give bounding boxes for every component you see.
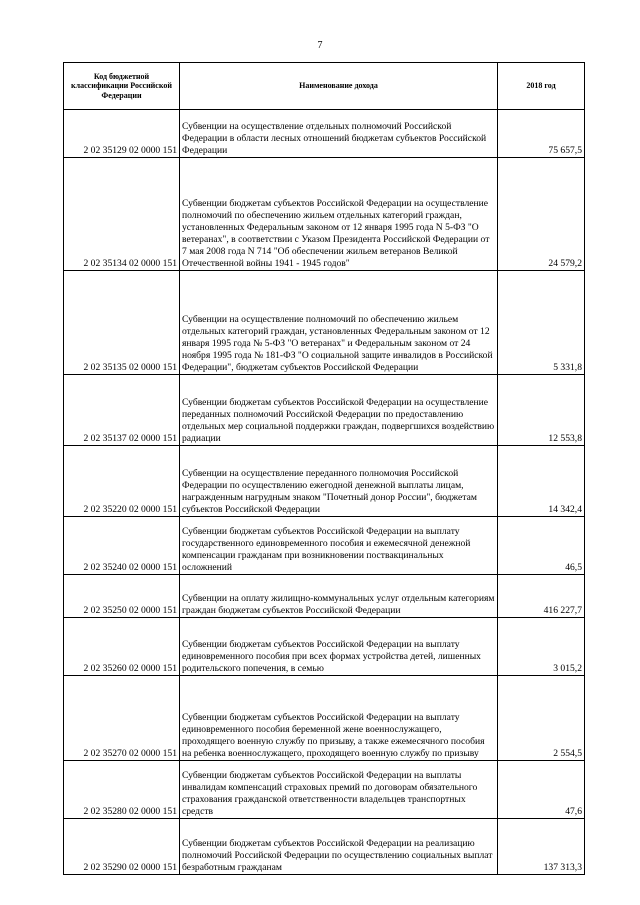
row-code: 2 02 35129 02 0000 151 — [64, 110, 180, 158]
table-row — [64, 517, 585, 575]
row-name: Субвенции бюджетам субъектов Российской Федерации на выплаты инвалидам компенсаций страховых премий по договорам обязательного страхования гражданской ответственности владельцев транспортных средств — [180, 761, 498, 819]
row-value: 46,5 — [498, 517, 585, 575]
row-value: 5 331,8 — [498, 271, 585, 375]
revenue-table — [63, 62, 585, 875]
row-name: Субвенции на осуществление полномочий по обеспечению жильем отдельных категорий граждан, установленных Федеральным законом от 12 января 1995 года № 5-ФЗ "О ветеранах" и Федеральным законом от 24 ноября 1995 года № 181-ФЗ "О социальной защите инвалидов в Российской Федерации", бюджетам субъектов Российской Федерации — [180, 271, 498, 375]
header-name: Наименование дохода — [180, 63, 498, 110]
table-row — [64, 271, 585, 375]
row-code: 2 02 35137 02 0000 151 — [64, 375, 180, 446]
row-code: 2 02 35270 02 0000 151 — [64, 676, 180, 761]
table-row — [64, 110, 585, 158]
row-code: 2 02 35240 02 0000 151 — [64, 517, 180, 575]
table-row — [64, 761, 585, 819]
row-code: 2 02 35135 02 0000 151 — [64, 271, 180, 375]
row-name: Субвенции бюджетам субъектов Российской Федерации на осуществление переданных полномочий Российской Федерации по предоставлению отдельных мер социальной поддержки граждан, подвергшихся воздействию радиации — [180, 375, 498, 446]
row-value: 24 579,2 — [498, 158, 585, 271]
row-value: 47,6 — [498, 761, 585, 819]
table-row — [64, 446, 585, 517]
row-code: 2 02 35280 02 0000 151 — [64, 761, 180, 819]
row-value: 12 553,8 — [498, 375, 585, 446]
table-row — [64, 375, 585, 446]
table-row — [64, 676, 585, 761]
row-name: Субвенции бюджетам субъектов Российской Федерации на выплату государственного единовременного пособия и ежемесячной денежной компенсации гражданам при возникновении поствакцинальных осложнений — [180, 517, 498, 575]
row-code: 2 02 35220 02 0000 151 — [64, 446, 180, 517]
row-name: Субвенции бюджетам субъектов Российской Федерации на выплату единовременного пособия беременной жене военнослужащего, проходящего военную службу по призыву, а также ежемесячного пособия на ребенка военнослужащего, проходящего военную службу по призыву — [180, 676, 498, 761]
row-value: 14 342,4 — [498, 446, 585, 517]
table-header-row — [64, 63, 585, 110]
row-name: Субвенции бюджетам субъектов Российской Федерации на выплату единовременного пособия при всех формах устройства детей, лишенных родительского попечения, в семью — [180, 618, 498, 676]
row-code: 2 02 35134 02 0000 151 — [64, 158, 180, 271]
row-value: 2 554,5 — [498, 676, 585, 761]
row-code: 2 02 35260 02 0000 151 — [64, 618, 180, 676]
table-row — [64, 575, 585, 618]
page-number: 7 — [317, 40, 323, 51]
table-row — [64, 618, 585, 676]
table-row — [64, 819, 585, 875]
row-value: 75 657,5 — [498, 110, 585, 158]
row-name: Субвенции на оплату жилищно-коммунальных услуг отдельным категориям граждан бюджетам субъектов Российской Федерации — [180, 575, 498, 618]
table-row — [64, 158, 585, 271]
row-code: 2 02 35290 02 0000 151 — [64, 819, 180, 875]
row-name: Субвенции бюджетам субъектов Российской Федерации на реализацию полномочий Российской Федерации по осуществлению социальных выплат безработным гражданам — [180, 819, 498, 875]
row-value: 416 227,7 — [498, 575, 585, 618]
row-value: 137 313,3 — [498, 819, 585, 875]
row-name: Субвенции на осуществление переданного полномочия Российской Федерации по осуществлению ежегодной денежной выплаты лицам, награжденным нагрудным знаком "Почетный донор России", бюджетам субъектов Российской Федерации — [180, 446, 498, 517]
header-year: 2018 год — [498, 63, 585, 110]
row-value: 3 015,2 — [498, 618, 585, 676]
header-code: Код бюджетной классификации Российской Федерации — [64, 63, 180, 110]
row-name: Субвенции на осуществление отдельных полномочий Российской Федерации в области лесных отношений бюджетам субъектов Российской Федерации — [180, 110, 498, 158]
row-code: 2 02 35250 02 0000 151 — [64, 575, 180, 618]
row-name: Субвенции бюджетам субъектов Российской Федерации на осуществление полномочий по обеспечению жильем отдельных категорий граждан, установленных Федеральным законом от 12 января 1995 года N 5-ФЗ "О ветеранах", в соответствии с Указом Президента Российской Федерации от 7 мая 2008 года N 714 "Об обеспечении жильем ветеранов Великой Отечественной войны 1941 - 1945 годов" — [180, 158, 498, 271]
